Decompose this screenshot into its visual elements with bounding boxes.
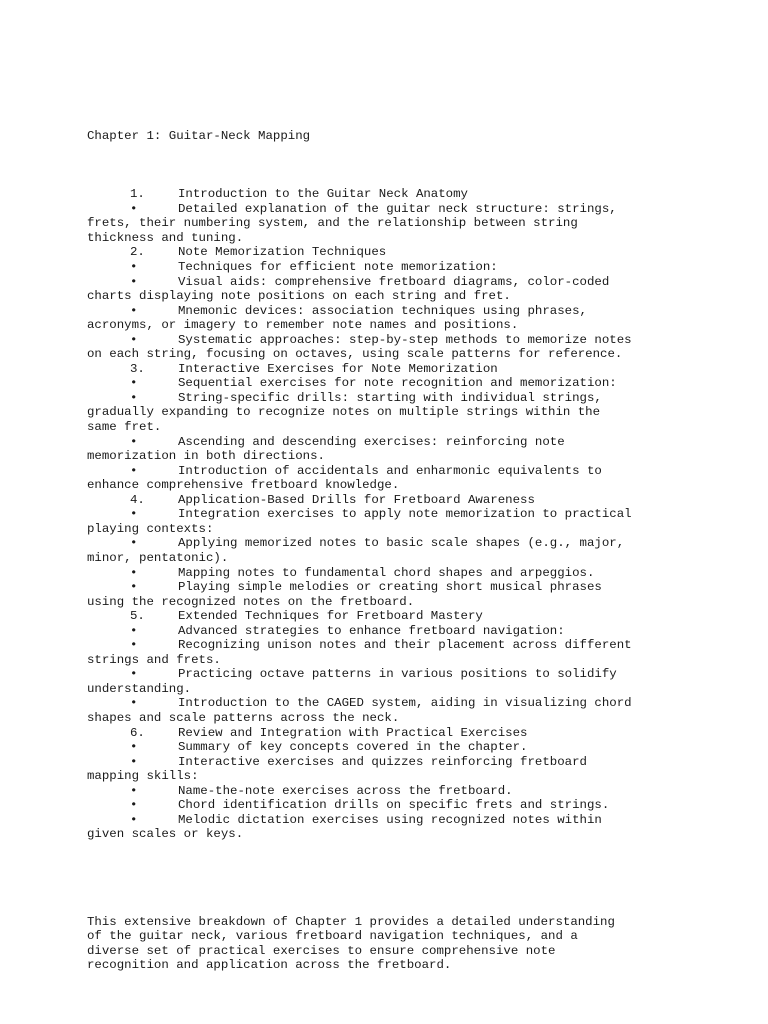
item-indent [87,580,178,595]
item-indent [87,333,178,348]
bullet-text: Summary of key concepts covered in the chapter. [178,740,528,755]
item-indent [87,391,178,406]
section-number: 1. [130,187,145,202]
bullet-text: Sequential exercises for note recognition and memorization: [178,376,617,391]
bullet-marker: • [130,274,138,289]
item-indent [87,493,178,508]
item-indent [87,798,178,813]
item-indent [87,696,178,711]
bullet-text: Ascending and descending exercises: reinforcing note [178,434,565,449]
item-indent [87,624,178,639]
bullet-text: Recognizing unison notes and their placement across different [178,638,632,653]
bullet-text: Detailed explanation of the guitar neck structure: strings, [178,201,617,216]
outline-bullet-item [87,638,687,653]
item-indent [87,464,178,479]
bullet-marker: • [130,667,138,682]
outline-bullet-item [87,376,687,391]
paragraph-spacer [87,871,687,886]
outline-section-item [87,187,687,202]
outline-bullet-item [87,798,687,813]
outline-bullet-item [87,813,687,828]
section-number: 5. [130,609,145,624]
outline-bullet-item [87,435,687,450]
outline-bullet-item [87,391,687,406]
bullet-continuation-text: shapes and scale patterns across the neck. [87,710,400,725]
bullet-continuation-text: strings and frets. [87,652,221,667]
bullet-marker: • [130,260,138,275]
bullet-text: Practicing octave patterns in various positions to solidify [178,667,617,682]
bullet-continuation-text: given scales or keys. [87,827,244,842]
section-number: 4. [130,492,145,507]
bullet-marker: • [130,434,138,449]
bullet-marker: • [130,798,138,813]
outline-bullet-item [87,333,687,348]
bullet-text: String-specific drills: starting with individual strings, [178,390,602,405]
bullet-continuation-text: on each string, focusing on octaves, using scale patterns for reference. [87,347,623,362]
item-indent [87,245,178,260]
outline-section-item [87,245,687,260]
outline-bullet-item [87,755,687,770]
section-number: 2. [130,245,145,260]
item-indent [87,260,178,275]
bullet-marker: • [130,580,138,595]
section-heading-text: Application-Based Drills for Fretboard Awareness [178,492,535,507]
section-heading-text: Interactive Exercises for Note Memorization [178,361,498,376]
bullet-text: Introduction of accidentals and enharmonic equivalents to [178,463,602,478]
item-indent [87,362,178,377]
outline-bullet-item [87,667,687,682]
section-number: 3. [130,361,145,376]
outline-bullet-item [87,566,687,581]
outline-bullet-item [87,696,687,711]
bullet-marker: • [130,696,138,711]
bullet-continuation-text: enhance comprehensive fretboard knowledge. [87,478,400,493]
item-indent [87,813,178,828]
bullet-continuation-text: understanding. [87,681,192,696]
bullet-text: Techniques for efficient note memorization: [178,260,498,275]
chapter-title: Chapter 1: Guitar-Neck Mapping [87,129,311,144]
outline-section-item [87,493,687,508]
bullet-marker: • [130,812,138,827]
bullet-text: Chord identification drills on specific frets and strings. [178,798,610,813]
bullet-marker: • [130,536,138,551]
item-indent [87,187,178,202]
bullet-continuation-text: memorization in both directions. [87,449,325,464]
summary-paragraph: This extensive breakdown of Chapter 1 provides a detailed understanding of the guitar neck, various fretboard navigation techniques, and a diverse set of practical exercises to ensure comprehensive note recognition and application across the fretboard. [87,914,615,973]
outline-bullet-item [87,464,687,479]
bullet-continuation-text: using the recognized notes on the fretboard. [87,594,415,609]
bullet-marker: • [130,332,138,347]
outline-section-item [87,609,687,624]
section-heading-text: Extended Techniques for Fretboard Mastery [178,609,483,624]
bullet-marker: • [130,463,138,478]
item-indent [87,726,178,741]
outline-bullet-item [87,784,687,799]
bullet-marker: • [130,390,138,405]
bullet-text: Interactive exercises and quizzes reinforcing fretboard [178,754,587,769]
chapter-outline [87,187,687,842]
outline-section-item [87,726,687,741]
item-indent [87,435,178,450]
bullet-continuation-text: mapping skills: [87,769,199,784]
bullet-text: Melodic dictation exercises using recognized notes within [178,812,602,827]
bullet-continuation-text: gradually expanding to recognize notes on multiple strings within the same fret. [87,405,601,435]
bullet-text: Playing simple melodies or creating short musical phrases [178,580,602,595]
bullet-text: Mnemonic devices: association techniques using phrases, [178,303,587,318]
outline-section-item [87,362,687,377]
bullet-marker: • [130,201,138,216]
bullet-marker: • [130,783,138,798]
item-indent [87,376,178,391]
section-heading-text: Introduction to the Guitar Neck Anatomy [178,187,468,202]
outline-bullet-item [87,275,687,290]
item-indent [87,536,178,551]
item-indent [87,275,178,290]
bullet-text: Advanced strategies to enhance fretboard navigation: [178,623,565,638]
bullet-marker: • [130,565,138,580]
section-heading-text: Note Memorization Techniques [178,245,387,260]
bullet-text: Visual aids: comprehensive fretboard diagrams, color-coded [178,274,610,289]
bullet-marker: • [130,638,138,653]
bullet-marker: • [130,507,138,522]
item-indent [87,638,178,653]
item-indent [87,784,178,799]
bullet-continuation-text: minor, pentatonic). [87,550,229,565]
item-indent [87,609,178,624]
bullet-text: Integration exercises to apply note memorization to practical [178,507,632,522]
bullet-marker: • [130,754,138,769]
outline-bullet-item [87,536,687,551]
bullet-text: Applying memorized notes to basic scale shapes (e.g., major, [178,536,625,551]
bullet-marker: • [130,303,138,318]
item-indent [87,202,178,217]
bullet-text: Systematic approaches: step-by-step methods to memorize notes [178,332,632,347]
bullet-marker: • [130,740,138,755]
outline-bullet-item [87,202,687,217]
item-indent [87,304,178,319]
bullet-text: Mapping notes to fundamental chord shapes and arpeggios. [178,565,595,580]
section-number: 6. [130,725,145,740]
outline-bullet-item [87,260,687,275]
bullet-continuation-text: charts displaying note positions on each string and fret. [87,289,511,304]
item-indent [87,667,178,682]
item-indent [87,740,178,755]
bullet-continuation-text: frets, their numbering system, and the relationship between string thickness and tuning. [87,216,578,245]
outline-bullet-item [87,304,687,319]
document-page [87,100,687,987]
section-heading-text: Review and Integration with Practical Exercises [178,725,528,740]
bullet-continuation-text: acronyms, or imagery to remember note names and positions. [87,318,519,333]
outline-bullet-item [87,580,687,595]
bullet-text: Introduction to the CAGED system, aiding in visualizing chord [178,696,632,711]
item-indent [87,507,178,522]
outline-bullet-item [87,624,687,639]
outline-bullet-item [87,740,687,755]
outline-bullet-item [87,507,687,522]
item-indent [87,566,178,581]
bullet-marker: • [130,623,138,638]
bullet-marker: • [130,376,138,391]
bullet-text: Name-the-note exercises across the fretboard. [178,783,513,798]
item-indent [87,755,178,770]
bullet-continuation-text: playing contexts: [87,521,214,536]
